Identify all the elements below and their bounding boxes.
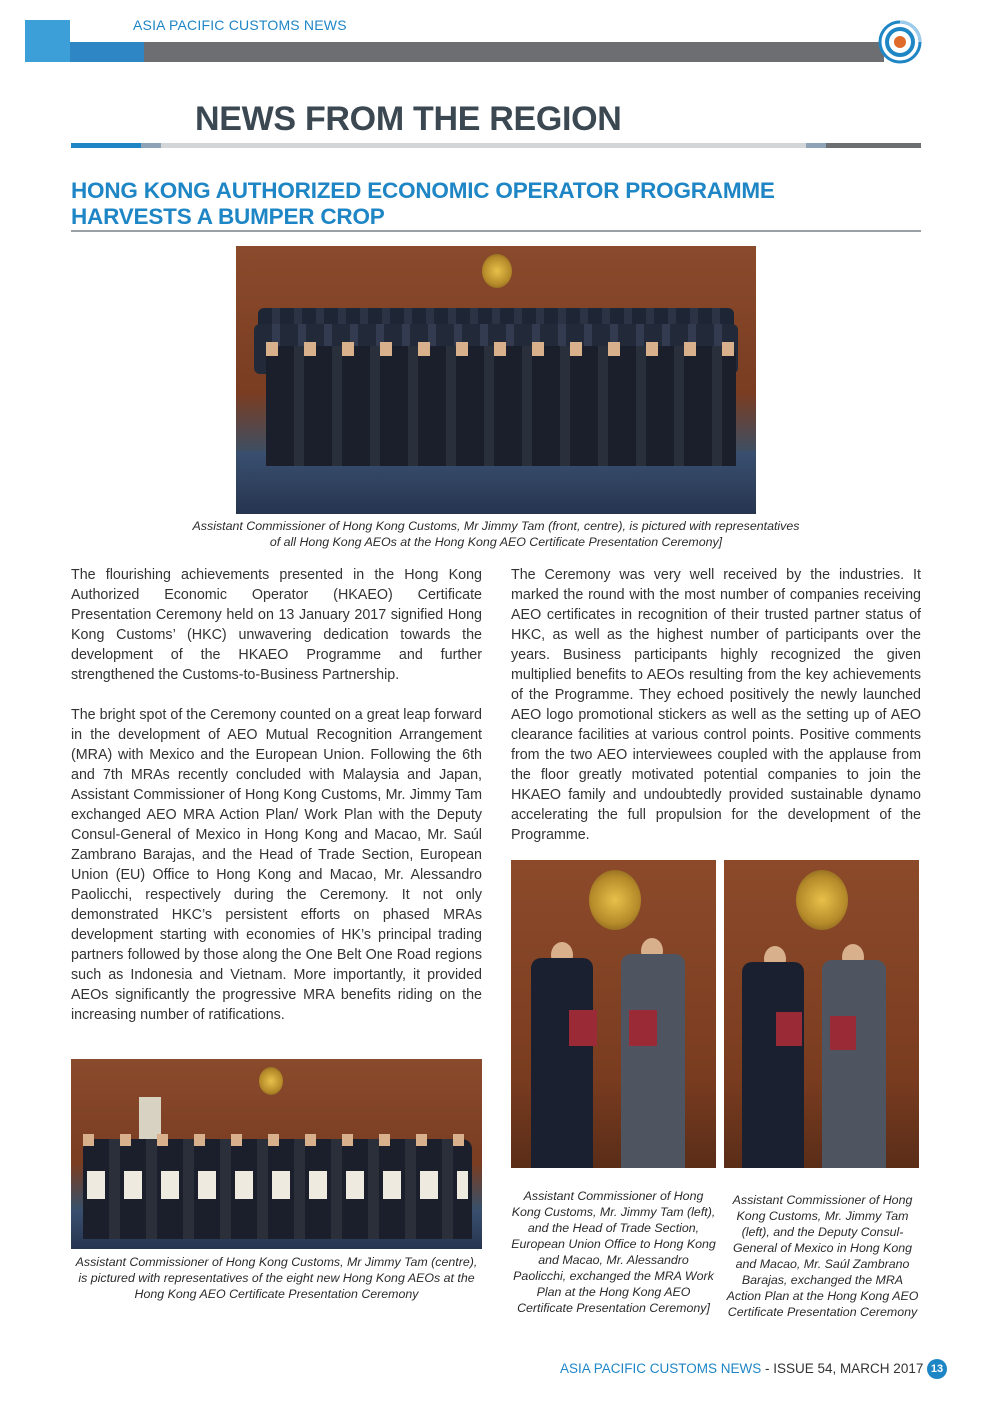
mra-folder bbox=[830, 1016, 856, 1050]
photo-eu-exchange bbox=[511, 860, 716, 1168]
mra-folder bbox=[569, 1010, 597, 1046]
mra-folder bbox=[629, 1010, 657, 1046]
person-jimmy-tam bbox=[531, 958, 593, 1168]
header-accent-bar bbox=[70, 42, 144, 62]
page-number-badge: 13 bbox=[927, 1359, 947, 1379]
header-publication-title: ASIA PACIFIC CUSTOMS NEWS bbox=[133, 17, 347, 33]
customs-crest-icon bbox=[589, 870, 641, 930]
section-title: NEWS FROM THE REGION bbox=[195, 100, 622, 138]
footer-publication: ASIA PACIFIC CUSTOMS NEWS bbox=[560, 1361, 762, 1376]
person-saul-zambrano-barajas bbox=[822, 960, 886, 1168]
customs-crest-icon bbox=[796, 870, 848, 930]
customs-crest-icon bbox=[482, 254, 512, 288]
mexico-exchange-caption: Assistant Commissioner of Hong Kong Customs, Mr. Jimmy Tam (left), and the Deputy Consul-General of Mexico in Hong Kong and Macao, Mr. Saúl Zambrano Barajas, exchanged the MRA Action Plan at the Hong Kong AEO Certificate Presentation Ceremony bbox=[726, 1193, 919, 1319]
people-faces bbox=[83, 1134, 472, 1146]
person-jimmy-tam bbox=[742, 962, 804, 1168]
group-photo-new-aeos bbox=[71, 1059, 482, 1249]
section-rule-dark bbox=[826, 143, 921, 148]
section-rule-blue bbox=[71, 143, 141, 148]
photo-mexico-exchange bbox=[724, 860, 919, 1168]
section-rule-steel-right bbox=[806, 143, 826, 148]
mra-folder bbox=[776, 1012, 802, 1046]
eu-exchange-caption: Assistant Commissioner of Hong Kong Customs, Mr. Jimmy Tam (left), and the Head of Trade Section, European Union Office to Hong Kong and Macao, Mr. Alessandro Paolicchi, exchanged the MRA Work Plan at the Hong Kong AEO Certificate Presentation Ceremony] bbox=[511, 1189, 716, 1315]
body-paragraph: The bright spot of the Ceremony counted on a great leap forward in the development of AEO Mutual Recognition Arrangement (MRA) with Mexico and the European Union. Following the 6th and 7th MRAs recently concluded with Malaysia and Japan, Assistant Commissioner of Hong Kong Customs, Mr. Jimmy Tam exchanged AEO MRA Action Plan/ Work Plan with the Deputy Consul-General of Mexico in Hong Kong and Macao, Mr. Saúl Zambrano Barajas, and the Head of Trade Section, European Union (EU) Office to Hong Kong and Macao, Mr. Alessandro Paolicchi, respectively during the Ceremony. It not only demonstrated HKC’s persistent efforts on phased MRAs development starting with economies of HK’s principal trading partners followed by those along the One Belt One Road regions such as Indonesia and Vietnam. More importantly, it provided AEOs significantly the progressive MRA benefits riding on the increasing number of ratifications. bbox=[71, 707, 482, 1023]
header-accent-block bbox=[25, 20, 70, 62]
main-photo-caption-line2: of all Hong Kong AEOs at the Hong Kong AEO Certificate Presentation Ceremony] bbox=[269, 535, 723, 549]
front-row-faces bbox=[266, 342, 736, 356]
header-gray-bar bbox=[144, 42, 884, 62]
main-photo-caption-line1: Assistant Commissioner of Hong Kong Customs, Mr Jimmy Tam (front, centre), is pictured with representatives bbox=[192, 519, 800, 533]
article-title-line1: HONG KONG AUTHORIZED ECONOMIC OPERATOR PROGRAMME bbox=[71, 178, 775, 203]
body-left-column bbox=[71, 565, 482, 1045]
body-paragraph: The flourishing achievements presented in the Hong Kong Authorized Economic Operator (HKAEO) Certificate Presentation Ceremony held on 13 January 2017 signified Hong Kong Customs’ (HKC) unwavering dedication towards the development of the HKAEO Programme and further strengthened the Customs-to-Business Partnership. bbox=[71, 567, 482, 683]
footer bbox=[560, 1361, 923, 1376]
apcn-logo-icon bbox=[878, 20, 922, 64]
article-title-rule bbox=[71, 230, 921, 232]
group-photo-all-aeos bbox=[236, 246, 756, 514]
article-title bbox=[71, 178, 921, 230]
customs-crest-icon bbox=[259, 1067, 283, 1095]
body-right-column bbox=[511, 565, 921, 865]
bottom-left-caption: Assistant Commissioner of Hong Kong Customs, Mr Jimmy Tam (centre), is pictured with representatives of the eight new Hong Kong AEOs at the Hong Kong AEO Certificate Presentation Ceremony bbox=[75, 1255, 478, 1301]
body-paragraph: The Ceremony was very well received by the industries. It marked the round with the most number of companies receiving AEO certificates in recognition of their trusted partner status of HKC, as well as the highest number of participants over the years. Business participants highly recognized the given multiplied benefits to AEOs resulting from the key achievements of the Programme. They echoed positively the newly launched AEO logo promotional stickers as well as the setting up of AEO clearance facilities at various control points. Positive comments from the two AEO interviewees coupled with the applause from the floor greatly motivated potential companies to join the HKAEO family and undoubtedly provided sustainable dynamo accelerating the full propulsion for the development of the Programme. bbox=[511, 567, 921, 843]
article-title-line2: HARVESTS A BUMPER CROP bbox=[71, 204, 385, 229]
certificates bbox=[87, 1171, 468, 1199]
main-photo-caption bbox=[140, 518, 852, 550]
section-rule-steel bbox=[141, 143, 161, 148]
section-rule-light bbox=[161, 143, 806, 148]
person-alessandro-paolicchi bbox=[621, 954, 685, 1168]
footer-issue: - ISSUE 54, MARCH 2017 bbox=[761, 1361, 924, 1376]
front-row-people bbox=[266, 346, 736, 466]
